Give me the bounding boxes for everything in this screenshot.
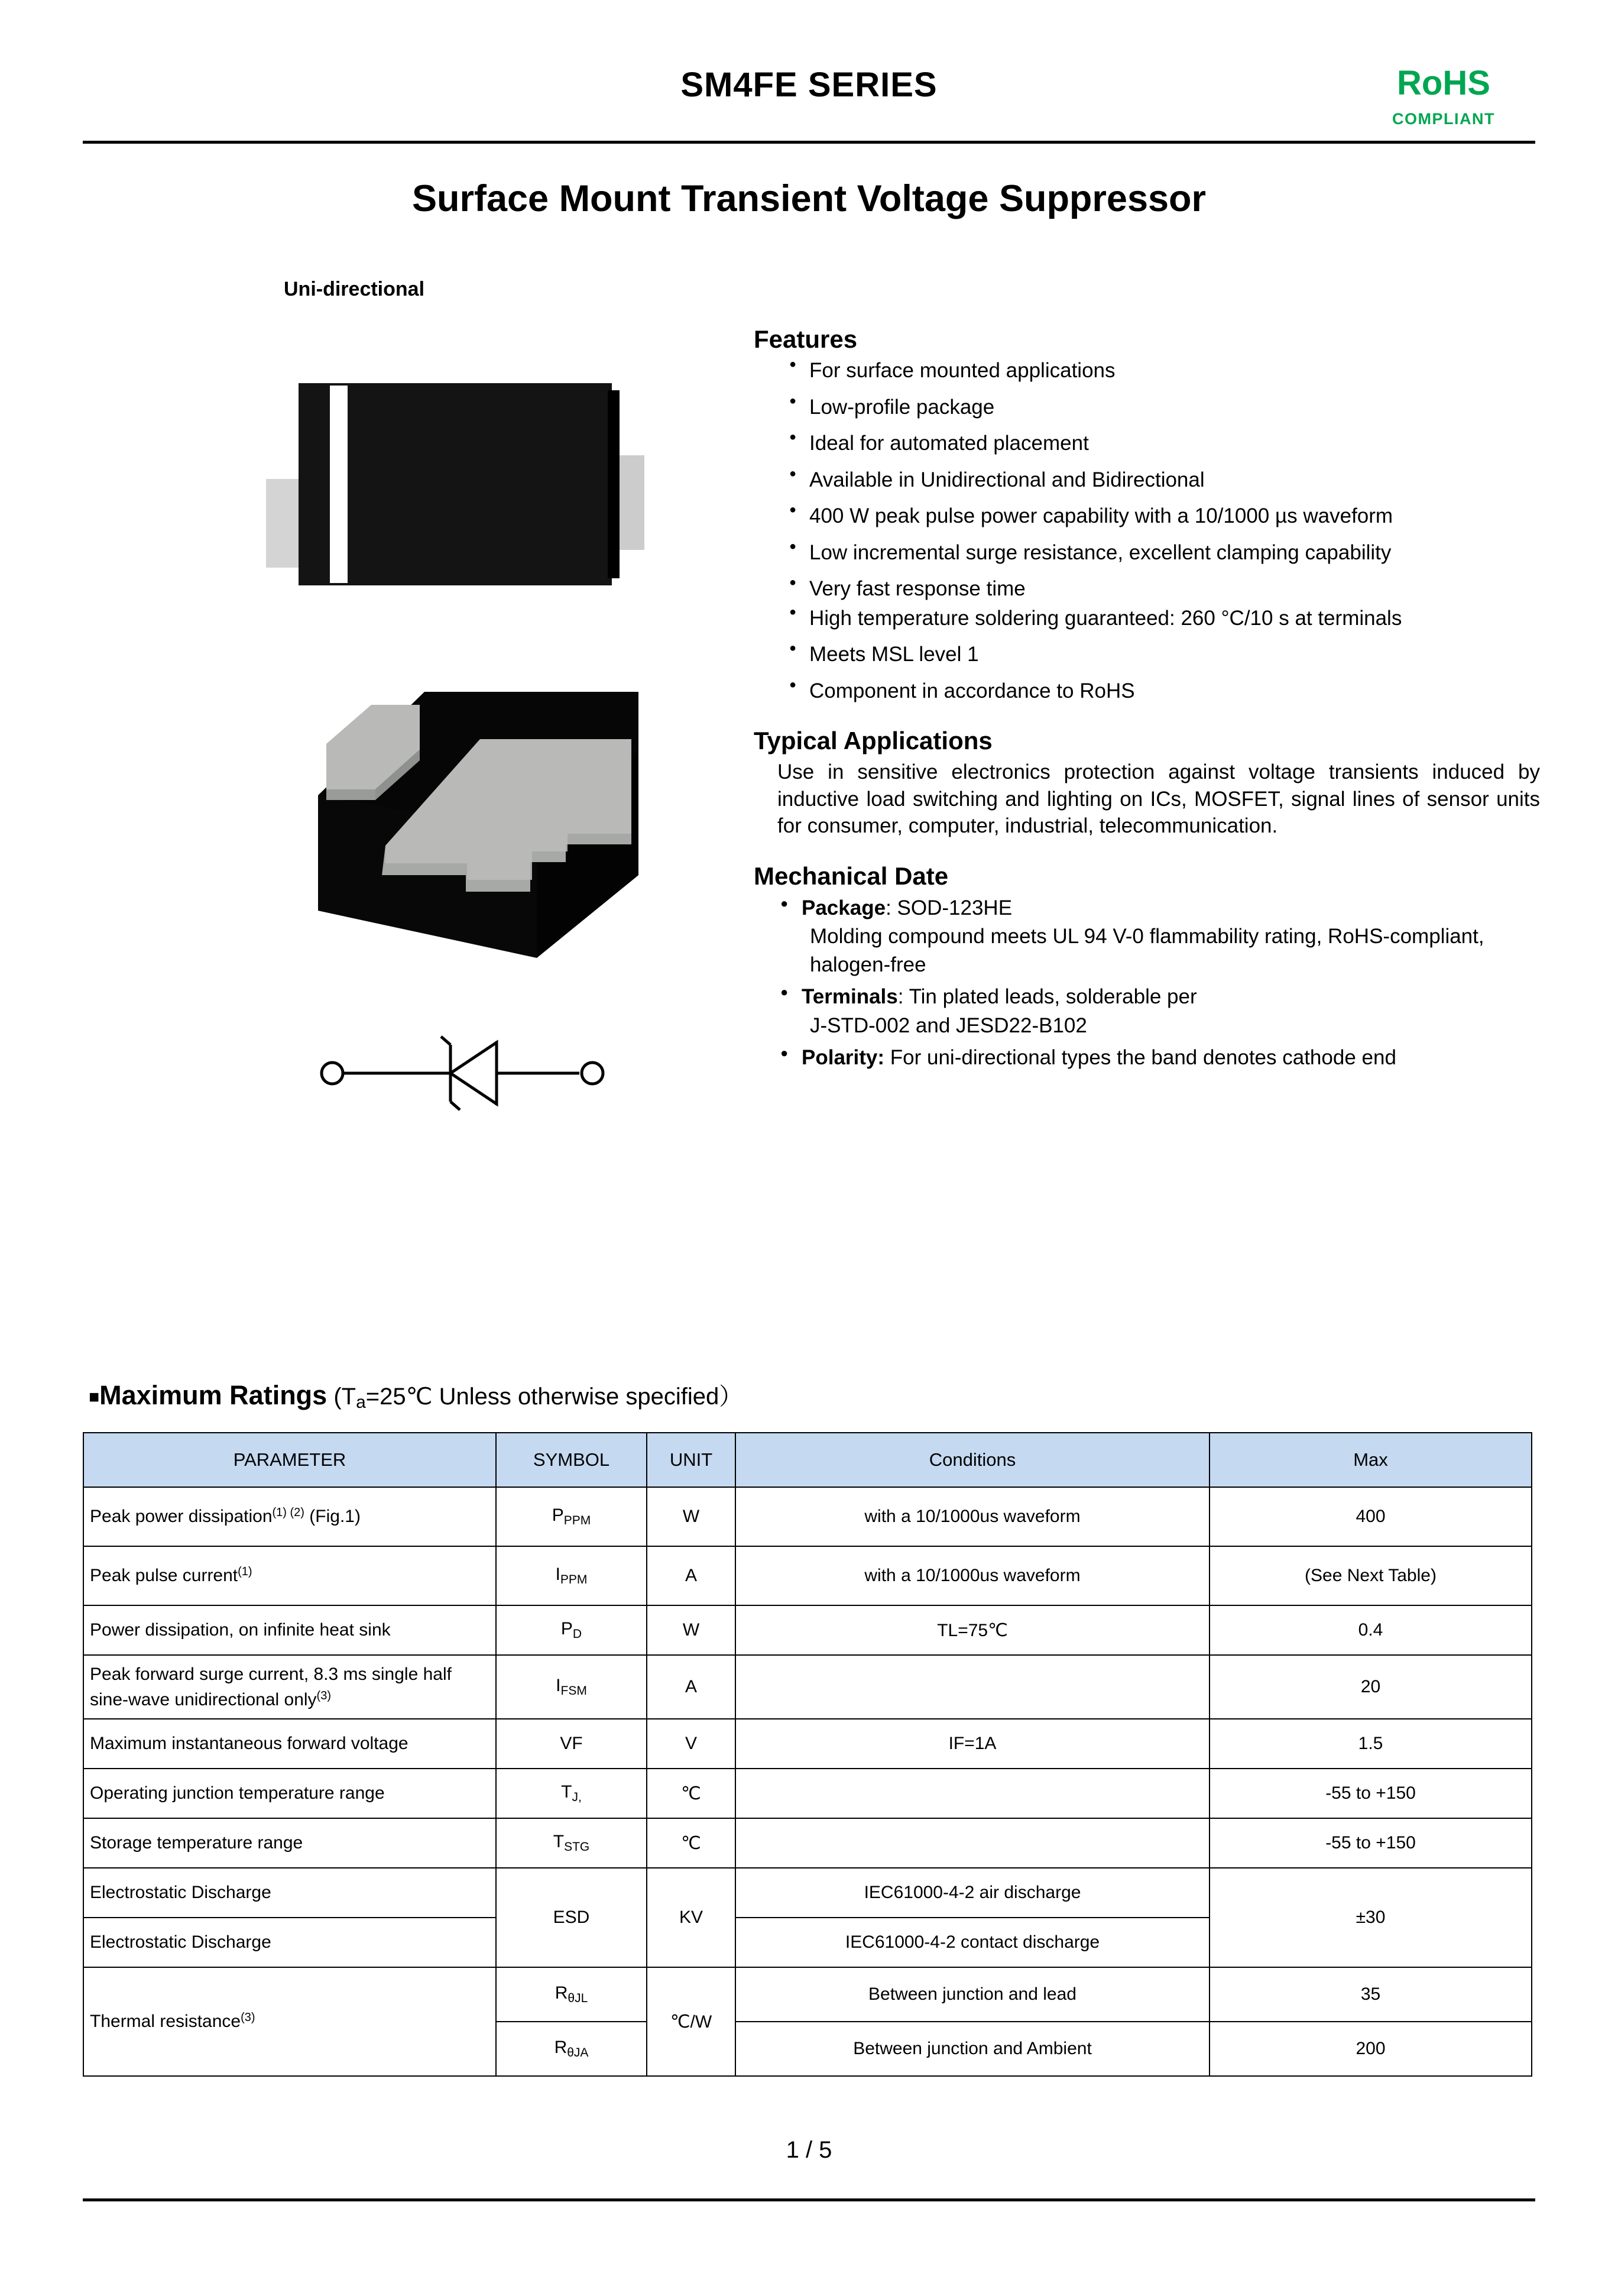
mechanical-item-terminals (780, 983, 1540, 1040)
cell-symbol-main: I (556, 1676, 561, 1695)
cell-unit: KV (647, 1868, 735, 1967)
cell-parameter: Electrostatic Discharge (83, 1918, 496, 1967)
cell-symbol-main: VF (560, 1734, 583, 1753)
page-number: 1 / 5 (786, 2137, 832, 2163)
cell-max: ±30 (1210, 1868, 1532, 1967)
cell-max: 200 (1210, 2022, 1532, 2076)
cell-symbol (496, 1655, 647, 1719)
maximum-ratings-cond-sub: a (356, 1393, 366, 1412)
table-row-esd-air (83, 1868, 1532, 1918)
features-list (754, 357, 1540, 704)
package-3d-view-image (272, 656, 703, 970)
cell-parameter-footnote: (1) (2) (272, 1506, 304, 1520)
table-row (83, 1546, 1532, 1605)
specifications-column (754, 325, 1540, 1076)
cell-symbol (496, 1605, 647, 1655)
cell-parameter: Maximum instantaneous forward voltage (83, 1719, 496, 1769)
cell-parameter (83, 1967, 496, 2076)
column-header-symbol: SYMBOL (496, 1433, 647, 1487)
cell-parameter-text: Thermal resistance (90, 2012, 241, 2032)
mechanical-item-sep: : (886, 896, 897, 919)
cell-max: -55 to +150 (1210, 1818, 1532, 1868)
cell-parameter (83, 1546, 496, 1605)
cell-symbol-main: P (552, 1505, 564, 1525)
cell-symbol-sub: STG (564, 1840, 590, 1854)
cell-symbol-sub: D (572, 1627, 582, 1641)
table-row (83, 1818, 1532, 1868)
diode-symbol-diagram (319, 1026, 674, 1121)
cell-symbol-main: T (561, 1782, 572, 1802)
cell-symbol-sub: J, (572, 1790, 582, 1804)
header-divider (83, 141, 1535, 144)
cell-symbol (496, 1769, 647, 1818)
typical-applications-heading: Typical Applications (754, 727, 993, 754)
cell-max: 35 (1210, 1967, 1532, 2022)
feature-item: ● 400 W peak pulse power capability with a 10/1000 µs waveform (789, 503, 1540, 530)
feature-item: ● High temperature soldering guaranteed: 260 °C/10 s at terminals (789, 605, 1540, 632)
mechanical-item-value: SOD-123HE (897, 896, 1013, 919)
cell-parameter-footnote: (3) (316, 1689, 331, 1702)
mechanical-item-sep (884, 1046, 890, 1069)
feature-item: ● For surface mounted applications (789, 357, 1540, 384)
mechanical-date-heading: Mechanical Date (754, 862, 949, 890)
cell-max: (See Next Table) (1210, 1546, 1532, 1605)
cell-parameter-text: Peak forward surge current, 8.3 ms single half sine-wave unidirectional only (90, 1664, 452, 1709)
uni-directional-label: Uni-directional (284, 278, 425, 300)
maximum-ratings-heading (89, 1378, 742, 1413)
cell-conditions: Between junction and Ambient (735, 2022, 1210, 2076)
cell-parameter-footnote: (1) (238, 1565, 252, 1579)
cell-parameter: Power dissipation, on infinite heat sink (83, 1605, 496, 1655)
cell-symbol-sub: PPM (563, 1514, 591, 1527)
table-header-row (83, 1433, 1532, 1487)
cell-unit: ℃ (647, 1818, 735, 1868)
mechanical-item-label: Package (802, 896, 886, 919)
feature-item: ● Meets MSL level 1 (789, 641, 1540, 668)
cell-conditions (735, 1769, 1210, 1818)
cell-symbol (496, 1967, 647, 2022)
column-header-parameter: PARAMETER (83, 1433, 496, 1487)
feature-item: ● Ideal for automated placement (789, 430, 1540, 457)
rohs-compliant-text: COMPLIANT (1392, 110, 1495, 128)
cell-symbol: ESD (496, 1868, 647, 1967)
feature-item: ● Very fast response time (789, 575, 1540, 603)
cell-max: 1.5 (1210, 1719, 1532, 1769)
cell-parameter-footnote: (3) (241, 2011, 255, 2025)
cell-symbol-sub: θJL (568, 1991, 588, 2005)
cell-max: 400 (1210, 1487, 1532, 1546)
mechanical-item-label: Polarity: (802, 1045, 885, 1069)
cell-symbol-sub: PPM (560, 1573, 588, 1586)
cell-conditions: Between junction and lead (735, 1967, 1210, 2022)
mechanical-item-value: Tin plated leads, solderable per (909, 985, 1197, 1009)
cell-symbol-sub: FSM (560, 1684, 587, 1698)
mechanical-date-section (754, 862, 1540, 1073)
maximum-ratings-table (83, 1432, 1532, 2077)
cell-parameter-text: Peak pulse current (90, 1566, 238, 1586)
cell-unit: A (647, 1546, 735, 1605)
rohs-main-text: RoHS (1397, 64, 1490, 102)
page-title: Surface Mount Transient Voltage Suppressor (411, 178, 1207, 219)
feature-item: ● Low-profile package (789, 394, 1540, 421)
cell-max: 0.4 (1210, 1605, 1532, 1655)
cell-unit: W (647, 1605, 735, 1655)
package-flat-view-image (266, 373, 644, 603)
mechanical-list (754, 894, 1540, 1073)
cell-parameter-text: Peak power dissipation (90, 1507, 273, 1527)
cell-conditions: TL=75℃ (735, 1605, 1210, 1655)
cell-conditions: IEC61000-4-2 air discharge (735, 1868, 1210, 1918)
cell-conditions: IEC61000-4-2 contact discharge (735, 1918, 1210, 1967)
package-cathode-band (330, 386, 348, 583)
cell-symbol (496, 1487, 647, 1546)
bullet-square-icon: ■ (89, 1387, 100, 1407)
package-body-edge (608, 390, 620, 578)
cell-parameter: Electrostatic Discharge (83, 1868, 496, 1918)
cell-max: -55 to +150 (1210, 1769, 1532, 1818)
cell-symbol-main: I (555, 1565, 560, 1584)
column-header-max: Max (1210, 1433, 1532, 1487)
cell-parameter: Storage temperature range (83, 1818, 496, 1868)
cell-unit: ℃/W (647, 1967, 735, 2076)
cell-unit: W (647, 1487, 735, 1546)
cell-symbol-main: T (553, 1832, 565, 1851)
table-row (83, 1719, 1532, 1769)
cell-unit: V (647, 1719, 735, 1769)
maximum-ratings-cond-b: =25℃ Unless otherwise specified） (365, 1384, 743, 1410)
mechanical-item-value: For uni-directional types the band denotes cathode end (890, 1045, 1396, 1069)
cell-conditions (735, 1818, 1210, 1868)
table-row (83, 1655, 1532, 1719)
typical-applications-section (754, 727, 1540, 840)
table-row (83, 1605, 1532, 1655)
features-heading: Features (754, 325, 858, 353)
mechanical-item-extra: Molding compound meets UL 94 V-0 flammability rating, RoHS-compliant, halogen-free (810, 924, 1484, 977)
cell-parameter (83, 1655, 496, 1719)
cell-conditions: IF=1A (735, 1719, 1210, 1769)
mechanical-item-polarity (780, 1044, 1540, 1072)
table-row-thermal-jl (83, 1967, 1532, 2022)
maximum-ratings-title: Maximum Ratings (99, 1380, 328, 1410)
cell-conditions (735, 1655, 1210, 1719)
cell-symbol (496, 1719, 647, 1769)
cell-parameter: Operating junction temperature range (83, 1769, 496, 1818)
cell-unit: ℃ (647, 1769, 735, 1818)
mechanical-item-package (780, 894, 1540, 980)
table-row (83, 1487, 1532, 1546)
cell-unit: A (647, 1655, 735, 1719)
cell-symbol (496, 2022, 647, 2076)
footer-divider (83, 2198, 1535, 2201)
cell-parameter-tail: (Fig.1) (304, 1507, 361, 1527)
cell-parameter (83, 1487, 496, 1546)
table-row (83, 1769, 1532, 1818)
column-header-unit: UNIT (647, 1433, 735, 1487)
cell-symbol-main: R (555, 1983, 568, 2003)
cell-symbol (496, 1546, 647, 1605)
cell-max: 20 (1210, 1655, 1532, 1719)
cell-conditions: with a 10/1000us waveform (735, 1487, 1210, 1546)
diode-symbol-svg (319, 1026, 674, 1121)
maximum-ratings-cond-a: (T (327, 1384, 356, 1410)
mechanical-item-sep: : (897, 985, 909, 1009)
page-header (0, 0, 1618, 128)
cell-conditions: with a 10/1000us waveform (735, 1546, 1210, 1605)
mechanical-item-label: Terminals (802, 985, 898, 1009)
rohs-logo (1355, 66, 1532, 128)
feature-item: ● Low incremental surge resistance, excellent clamping capability (789, 539, 1540, 566)
cell-symbol-main: P (560, 1619, 573, 1638)
package-3d-svg (272, 656, 703, 970)
typical-applications-body: Use in sensitive electronics protection against voltage transients induced by inductive load switching and lighting on ICs, MOSFET, signal lines of sensor units for consumer, computer, industrial, telecommunication. (777, 760, 1540, 837)
mechanical-item-extra: J-STD-002 and JESD22-B102 (810, 1013, 1087, 1037)
series-title: SM4FE SERIES (680, 66, 938, 104)
column-header-conditions: Conditions (735, 1433, 1210, 1487)
feature-item: ● Component in accordance to RoHS (789, 678, 1540, 705)
feature-item: ● Available in Unidirectional and Bidirectional (789, 467, 1540, 494)
cell-symbol-sub: θJA (567, 2046, 589, 2059)
cell-symbol-main: R (554, 2038, 568, 2057)
cell-symbol (496, 1818, 647, 1868)
